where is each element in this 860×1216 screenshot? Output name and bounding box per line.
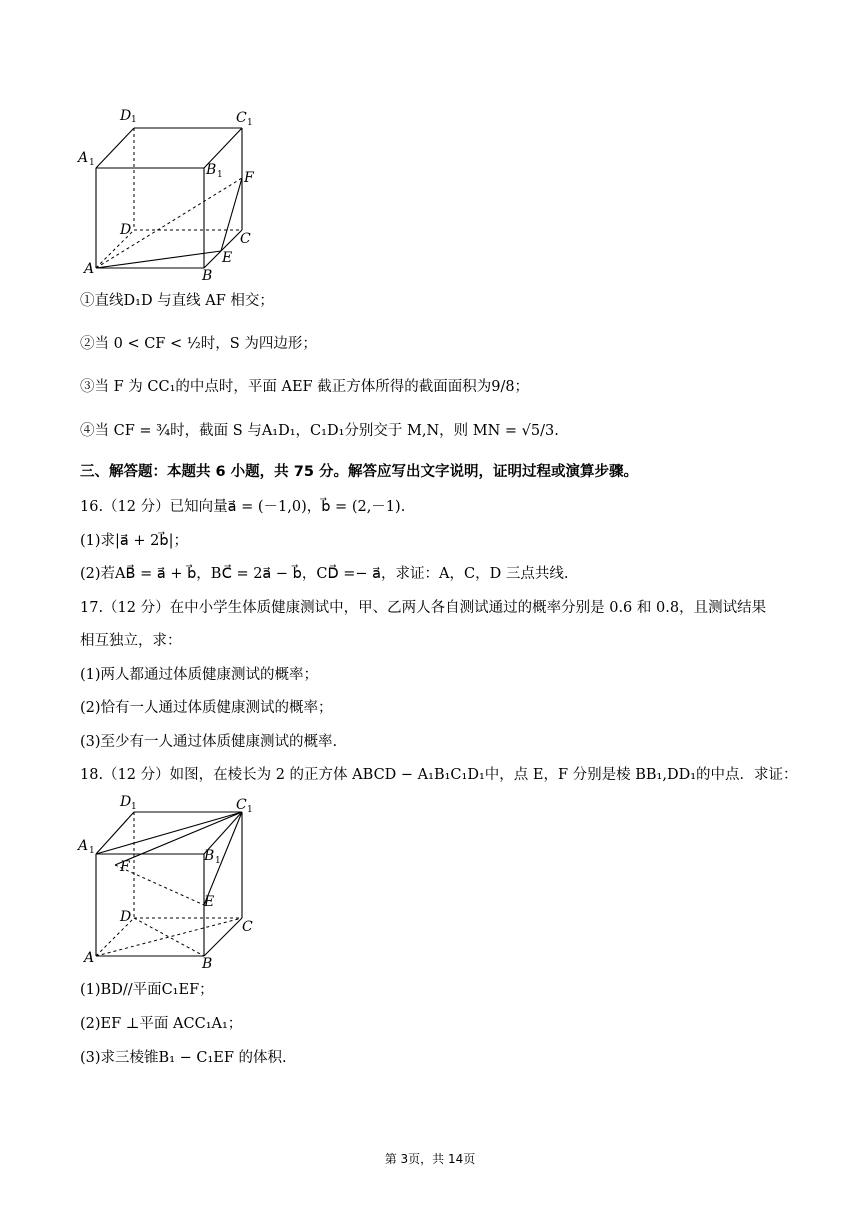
statement-3: ③当 F 为 CC₁的中点时，平面 AEF 截正方体所得的截面面积为9/8； xyxy=(80,379,530,395)
fig1-label-C1-sub: 1 xyxy=(247,118,253,128)
fig1-label-A1-sub: 1 xyxy=(89,158,95,168)
fig2-label-B1-sub: 1 xyxy=(215,856,221,866)
q17-stem-line-2: 相互独立，求： xyxy=(80,633,182,649)
q17-part-2: (2)恰有一人通过体质健康测试的概率； xyxy=(80,700,333,716)
q18-part-3: (3)求三棱锥B₁ − C₁EF 的体积. xyxy=(80,1050,287,1066)
fig1-label-D: D xyxy=(120,222,132,238)
statement-1: ①直线D₁D 与直线 AF 相交； xyxy=(80,293,274,309)
fig1-label-B: B xyxy=(202,268,213,284)
q16-stem: 16.（12 分）已知向量a⃗ = (－1,0)，b⃗ = (2,－1). xyxy=(80,499,406,515)
fig1-label-B1-sub: 1 xyxy=(217,170,223,180)
fig1-label-A: A xyxy=(84,261,95,277)
statement-4: ④当 CF = ¾时，截面 S 与A₁D₁，C₁D₁分别交于 M,N，则 MN = √5/3. xyxy=(80,423,559,439)
q17-part-1: (1)两人都通过体质健康测试的概率； xyxy=(80,667,319,683)
q16-part-1: (1)求|a⃗ + 2b⃗|； xyxy=(80,533,188,549)
cube-figure-2 xyxy=(76,788,266,973)
fig1-label-F: F xyxy=(244,170,254,186)
q18-stem: 18.（12 分）如图，在棱长为 2 的正方体 ABCD − A₁B₁C₁D₁中，点 E，F 分别是棱 BB₁,DD₁的中点．求证： xyxy=(80,767,798,783)
fig2-label-D1-sub: 1 xyxy=(131,802,137,812)
fig2-label-B: B xyxy=(202,956,213,972)
fig1-label-C1: C xyxy=(236,110,247,126)
fig1-label-C: C xyxy=(240,231,251,247)
fig2-label-C1-sub: 1 xyxy=(247,805,253,815)
fig2-label-E: E xyxy=(204,894,215,910)
fig2-label-D: D xyxy=(120,909,132,925)
fig1-label-B1: B xyxy=(206,162,217,178)
fig1-label-D1-sub: 1 xyxy=(131,115,137,125)
q18-part-2: (2)EF ⊥平面 ACC₁A₁； xyxy=(80,1016,243,1032)
fig1-label-D1: D xyxy=(120,108,132,124)
fig2-label-F: F xyxy=(120,859,130,875)
fig2-label-A1-sub: 1 xyxy=(89,846,95,856)
fig1-label-A1: A xyxy=(78,150,89,166)
fig2-label-A1: A xyxy=(78,838,89,854)
statement-2: ②当 0 < CF < ½时，S 为四边形； xyxy=(80,336,317,352)
q18-part-1: (1)BD//平面C₁EF； xyxy=(80,982,214,998)
fig1-label-E: E xyxy=(222,250,233,266)
fig2-label-B1: B xyxy=(204,848,215,864)
fig2-label-D1: D xyxy=(120,794,132,810)
fig2-label-C: C xyxy=(242,919,253,935)
q16-part-2: (2)若AB⃗ = a⃗ + b⃗，BC⃗ = 2a⃗ − b⃗，CD⃗ =− a⃗，求证：A，C，D 三点共线. xyxy=(80,566,569,582)
q17-stem-line-1: 17.（12 分）在中小学生体质健康测试中，甲、乙两人各自测试通过的概率分别是 0.6 和 0.8，且测试结果 xyxy=(80,600,767,616)
section-header: 三、解答题：本题共 6 小题，共 75 分。解答应写出文字说明，证明过程或演算步骤。 xyxy=(80,464,638,480)
fig2-label-A: A xyxy=(84,950,95,966)
page-footer: 第 3页，共 14页 xyxy=(384,1152,476,1166)
fig2-label-C1: C xyxy=(236,797,247,813)
q17-part-3: (3)至少有一人通过体质健康测试的概率. xyxy=(80,734,338,750)
cube-figure-1 xyxy=(76,100,266,285)
